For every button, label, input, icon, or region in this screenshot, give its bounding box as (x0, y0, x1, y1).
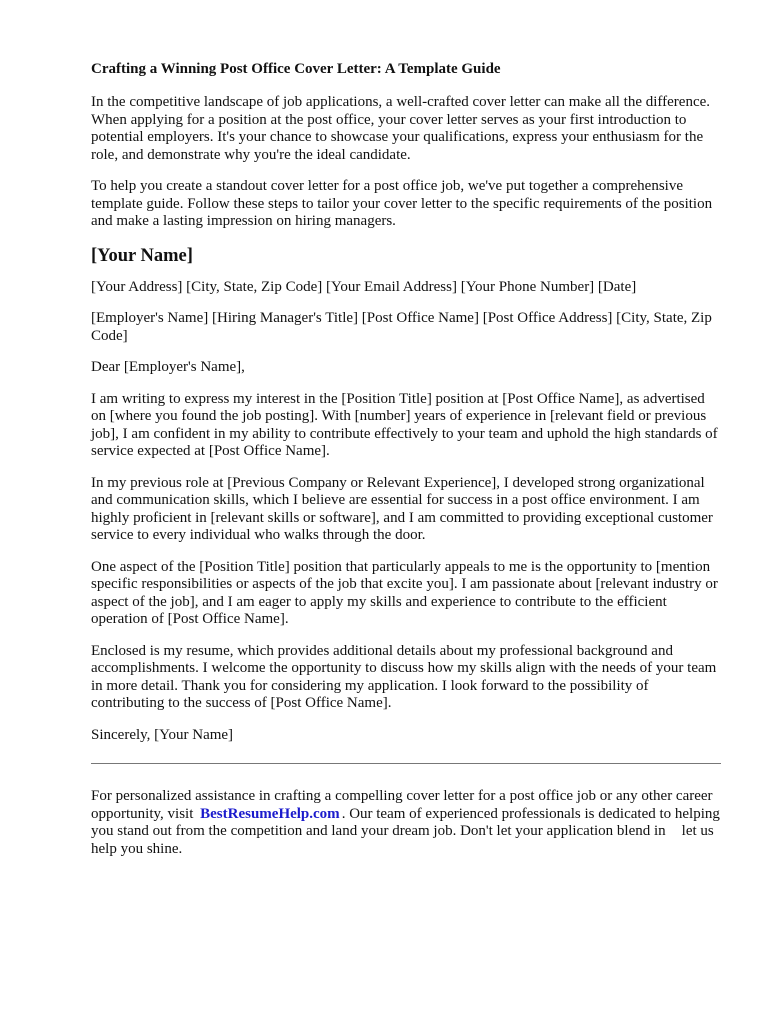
intro-paragraph-2: To help you create a standout cover letter for a post office job, we've put together a comprehensive template guide. Follow these steps to tailor your cover letter to the specific requirements of the position and make a lasting impression on hiring managers. (91, 178, 713, 229)
salutation: Dear [Employer's Name], (91, 359, 245, 375)
footer-text-after-link: . Our team of experienced professionals is dedicated to helping you stand out from the competition and land your dream job. Don't let your application blend in (91, 805, 720, 839)
body-paragraph-4: Enclosed is my resume, which provides additional details about my professional background and accomplishments. I welcome the opportunity to discuss how my skills align with the needs of your team in more detail. Thank you for considering my application. I look forward to the possibility of contributing to the success of [Post Office Name]. (91, 642, 717, 711)
document-page (91, 60, 721, 872)
body-paragraph-2: In my previous role at [Previous Company or Relevant Experience], I developed strong organizational and communication skills, which I believe are essential for success in a post office environment. I am highly proficient in [relevant skills or software], and I am committed to providing exceptional customer service to every individual who walks through the door. (91, 474, 713, 543)
sender-address-line: [Your Address] [City, State, Zip Code] [Your Email Address] [Your Phone Number] [Date] (91, 278, 637, 295)
footer-text-end: let us help you shine. (91, 823, 714, 857)
intro-paragraph-1: In the competitive landscape of job applications, a well-crafted cover letter can make all the difference. When applying for a position at the post office, your cover letter serves as your first introduction to potential employers. It's your chance to showcase your qualifications, express your enthusiasm for the role, and demonstrate why you're the ideal candidate. (91, 94, 711, 163)
best-resume-help-link[interactable]: BestResumeHelp.com (200, 805, 340, 822)
document-title: Crafting a Winning Post Office Cover Letter: A Template Guide (91, 61, 501, 77)
footer-text-before-link: For personalized assistance in crafting a compelling cover letter for a post office job or any other career opportunity, visit (91, 788, 713, 822)
recipient-address-line: [Employer's Name] [Hiring Manager's Title] [Post Office Name] [Post Office Address] [City, State, Zip Code] (91, 310, 712, 344)
footer-paragraph (91, 788, 721, 858)
divider (91, 763, 721, 764)
body-paragraph-3: One aspect of the [Position Title] position that particularly appeals to me is the opportunity to [mention specific responsibilities or aspects of the job that excite you]. I am passionate about [relevant industry or aspect of the job], and I am eager to apply my skills and experience to contribute to the efficient operation of [Post Office Name]. (91, 558, 718, 627)
closing: Sincerely, [Your Name] (91, 726, 234, 743)
body-paragraph-1: I am writing to express my interest in the [Position Title] position at [Post Office Name], as advertised on [where you found the job posting]. With [number] years of experience in [relevant field or previous job], I am confident in my ability to contribute effectively to your team and uphold the high standards of service expected at [Post Office Name]. (91, 390, 718, 459)
your-name-heading: [Your Name] (91, 245, 193, 266)
